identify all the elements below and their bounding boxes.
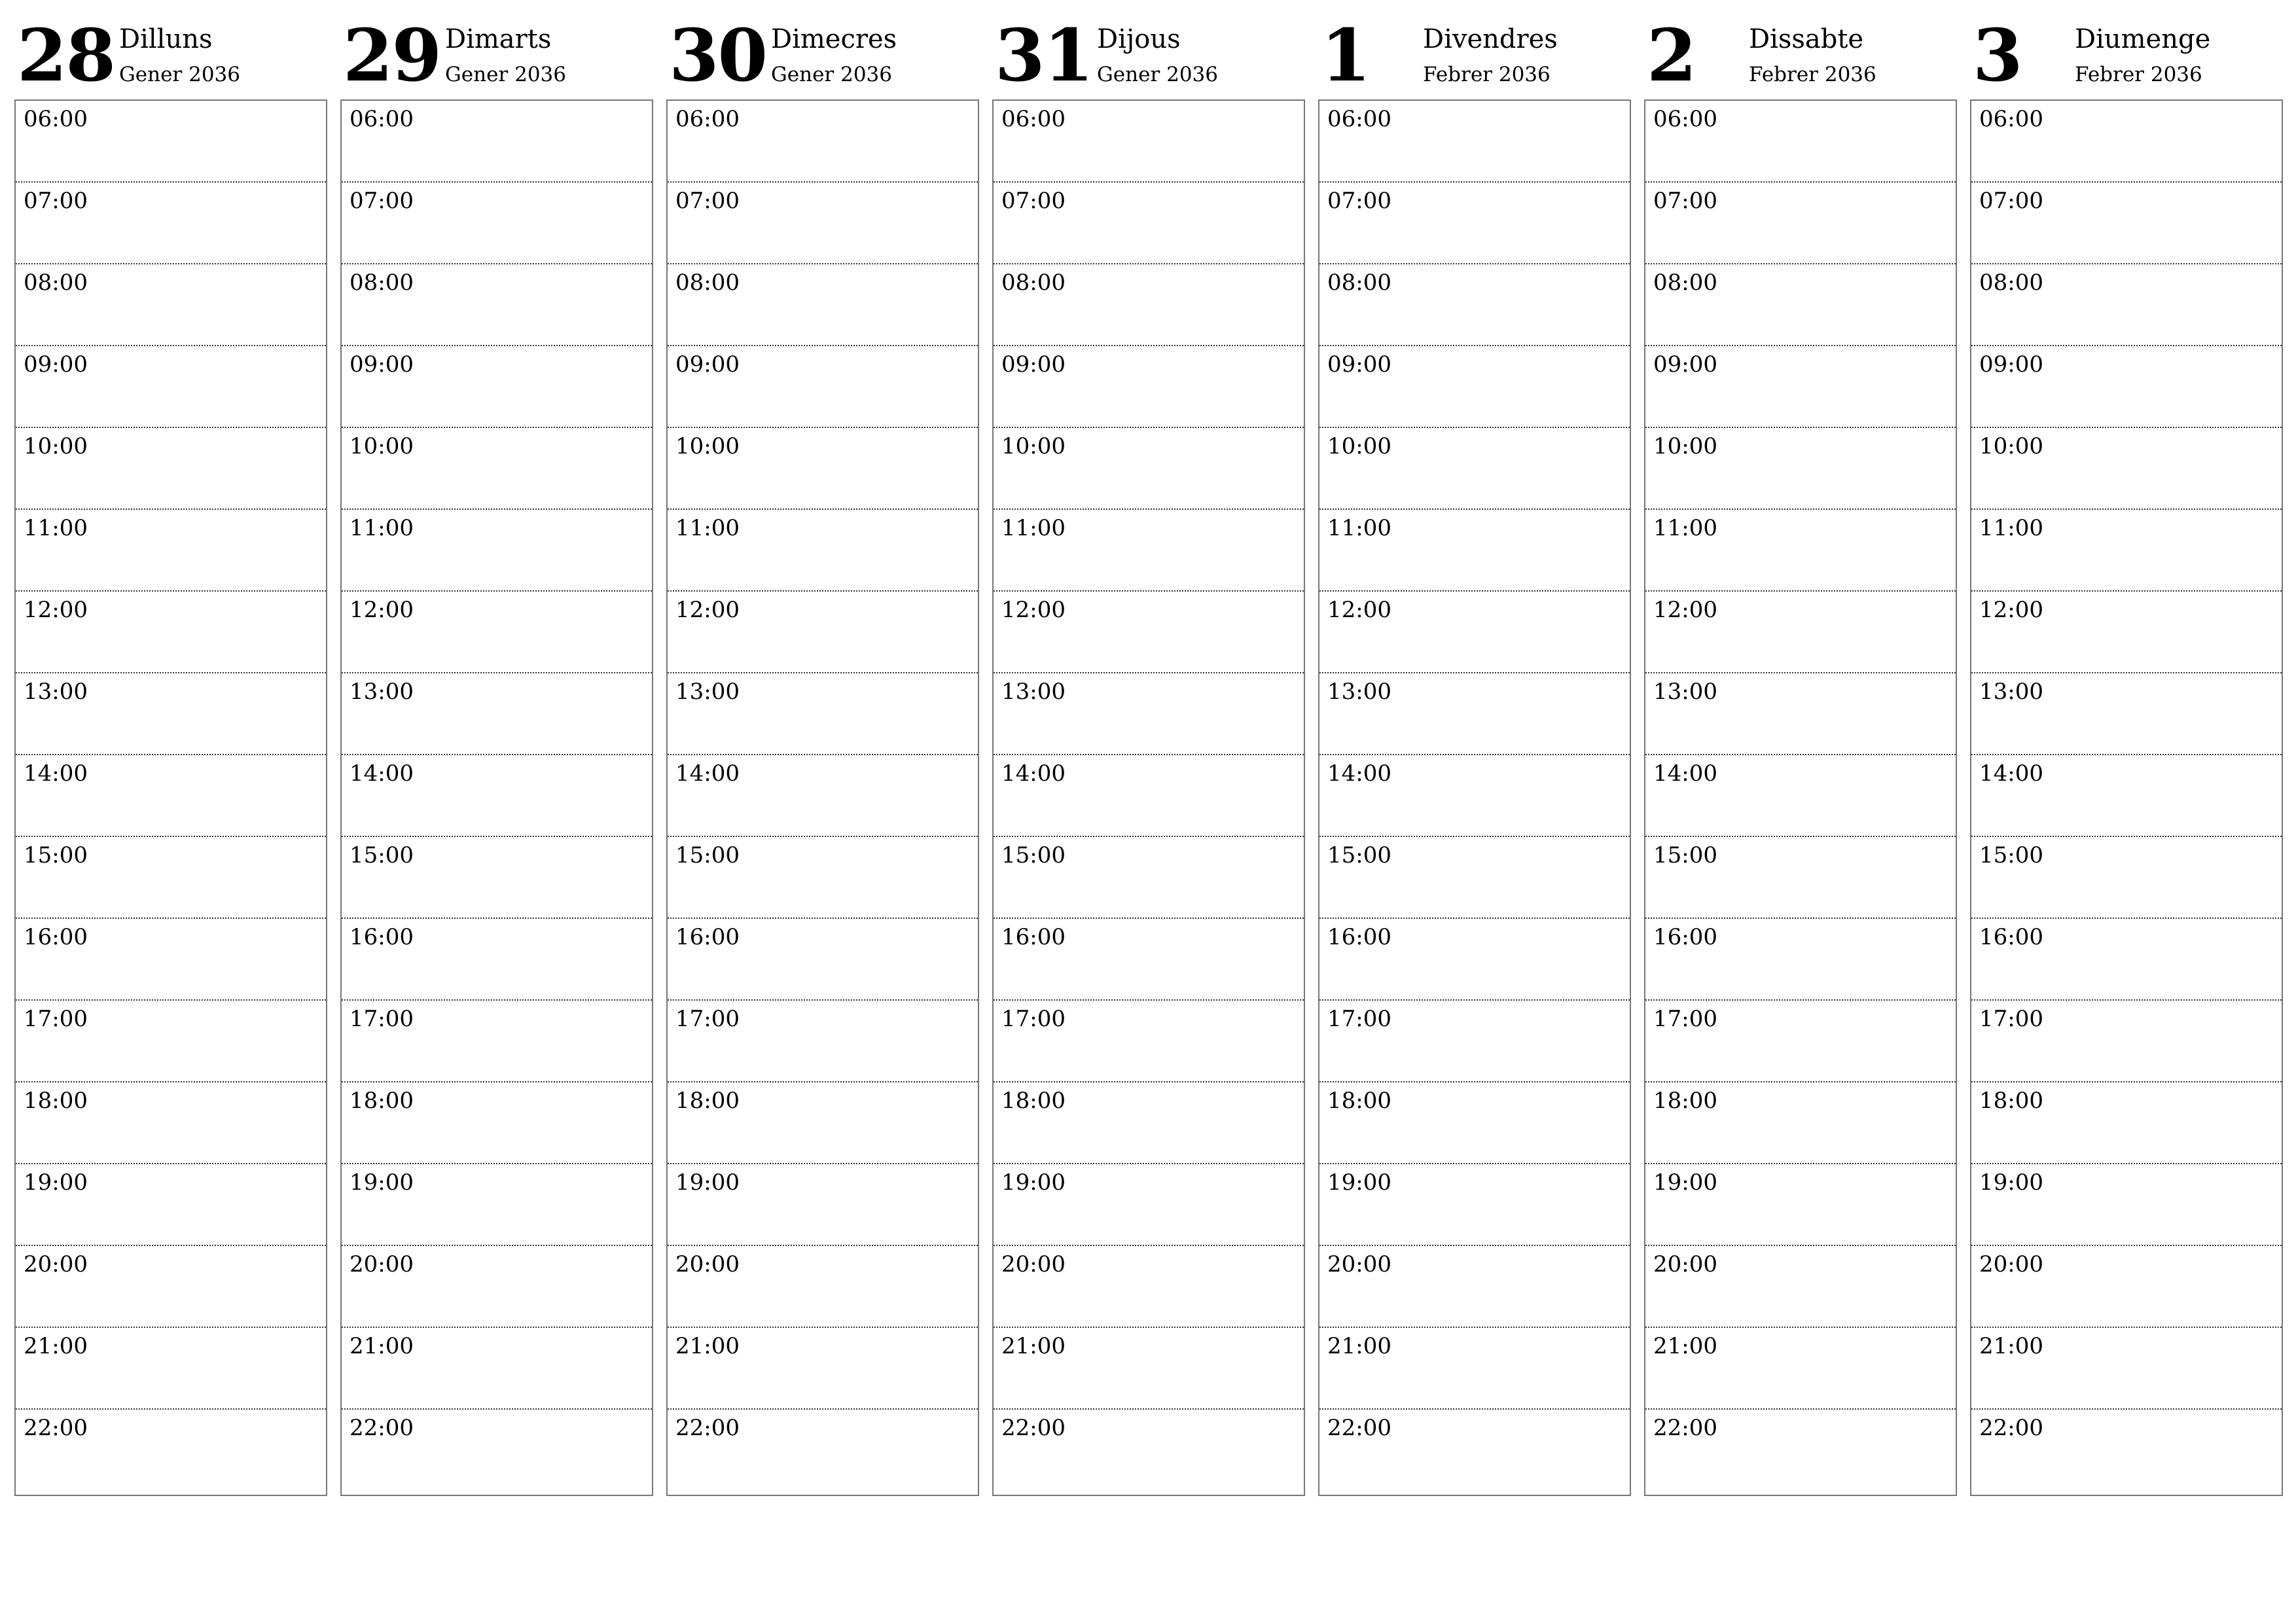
- day-header: [14, 0, 327, 99]
- weekday-name: Dimarts: [445, 24, 552, 54]
- hour-label: 06:00: [1327, 106, 1391, 132]
- day-column: [340, 0, 653, 1441]
- hour-slot[interactable]: [1971, 1328, 2282, 1410]
- hour-label: 09:00: [675, 351, 740, 378]
- hour-slot[interactable]: [16, 1328, 326, 1410]
- hour-label: 08:00: [1001, 270, 1066, 296]
- hour-label: 20:00: [1653, 1251, 1717, 1277]
- hour-label: 20:00: [24, 1251, 88, 1277]
- hour-slot[interactable]: [16, 428, 326, 510]
- hour-slot[interactable]: [1645, 1164, 1956, 1246]
- weekday-name: Dilluns: [119, 24, 213, 54]
- hour-label: 12:00: [1979, 597, 2043, 623]
- day-header: [1970, 0, 2283, 99]
- month-year-label: Febrer 2036: [2075, 63, 2202, 86]
- hour-slot[interactable]: [668, 428, 978, 510]
- hour-slot[interactable]: [342, 673, 652, 755]
- hour-label: 19:00: [1653, 1169, 1717, 1196]
- hour-label: 09:00: [1327, 351, 1391, 378]
- hour-slot[interactable]: [342, 837, 652, 919]
- hour-slot[interactable]: [994, 1001, 1304, 1082]
- hour-label: 18:00: [1979, 1088, 2043, 1114]
- hour-slot[interactable]: [1971, 1082, 2282, 1164]
- hour-label: 10:00: [1001, 433, 1066, 459]
- hour-label: 21:00: [1653, 1333, 1717, 1359]
- hour-label: 08:00: [1653, 270, 1717, 296]
- day-column: [992, 0, 1305, 1441]
- hour-label: 13:00: [350, 679, 414, 705]
- hour-label: 14:00: [1327, 760, 1391, 787]
- hour-label: 19:00: [1979, 1169, 2043, 1196]
- hour-label: 10:00: [675, 433, 740, 459]
- hour-label: 13:00: [675, 679, 740, 705]
- day-column: [1644, 0, 1957, 1441]
- month-year-label: Febrer 2036: [1749, 63, 1876, 86]
- hour-slot[interactable]: [1971, 264, 2282, 346]
- hour-slot[interactable]: [1971, 592, 2282, 673]
- hour-slot[interactable]: [16, 755, 326, 837]
- hour-slot[interactable]: [1971, 919, 2282, 1001]
- weekday-name: Diumenge: [2075, 24, 2211, 54]
- hour-label: 06:00: [1653, 106, 1717, 132]
- hour-label: 18:00: [1653, 1088, 1717, 1114]
- hourly-grid: [1318, 99, 1631, 1496]
- hour-slot[interactable]: [1971, 1410, 2282, 1491]
- day-number: 28: [17, 13, 115, 98]
- hour-slot[interactable]: [16, 1001, 326, 1082]
- hour-slot[interactable]: [16, 183, 326, 264]
- hour-label: 17:00: [1653, 1006, 1717, 1032]
- day-column: [14, 0, 327, 1441]
- hour-label: 10:00: [1327, 433, 1391, 459]
- hour-label: 22:00: [350, 1415, 414, 1441]
- hour-label: 12:00: [1001, 597, 1066, 623]
- hour-slot[interactable]: [1319, 1164, 1630, 1246]
- hour-slot[interactable]: [994, 1082, 1304, 1164]
- hour-slot[interactable]: [16, 592, 326, 673]
- hour-slot[interactable]: [342, 264, 652, 346]
- hour-label: 20:00: [1327, 1251, 1391, 1277]
- hour-label: 19:00: [350, 1169, 414, 1196]
- hour-label: 15:00: [675, 842, 740, 868]
- hour-label: 11:00: [350, 515, 414, 541]
- hour-label: 19:00: [675, 1169, 740, 1196]
- hour-label: 22:00: [1979, 1415, 2043, 1441]
- hour-label: 07:00: [1979, 188, 2043, 214]
- hour-slot[interactable]: [668, 837, 978, 919]
- hour-slot[interactable]: [1319, 755, 1630, 837]
- hour-label: 18:00: [675, 1088, 740, 1114]
- hour-slot[interactable]: [1319, 673, 1630, 755]
- hour-slot[interactable]: [16, 1246, 326, 1328]
- weekday-name: Dissabte: [1749, 24, 1864, 54]
- hour-label: 07:00: [1001, 188, 1066, 214]
- hour-label: 18:00: [1327, 1088, 1391, 1114]
- hour-slot[interactable]: [1319, 1082, 1630, 1164]
- hour-slot[interactable]: [16, 1082, 326, 1164]
- hour-slot[interactable]: [342, 346, 652, 428]
- hour-slot[interactable]: [342, 1246, 652, 1328]
- hour-label: 16:00: [350, 924, 414, 950]
- month-year-label: Gener 2036: [1097, 63, 1218, 86]
- hour-label: 21:00: [1001, 1333, 1066, 1359]
- hour-label: 10:00: [24, 433, 88, 459]
- hour-slot[interactable]: [1319, 101, 1630, 183]
- hour-label: 15:00: [24, 842, 88, 868]
- hour-slot[interactable]: [342, 510, 652, 592]
- hour-label: 21:00: [1327, 1333, 1391, 1359]
- hour-label: 12:00: [1327, 597, 1391, 623]
- hour-label: 07:00: [350, 188, 414, 214]
- hourly-grid: [1644, 99, 1957, 1496]
- hour-slot[interactable]: [1971, 755, 2282, 837]
- hourly-grid: [340, 99, 653, 1496]
- hour-slot[interactable]: [994, 755, 1304, 837]
- hour-slot[interactable]: [994, 919, 1304, 1001]
- month-year-label: Febrer 2036: [1423, 63, 1551, 86]
- hour-slot[interactable]: [342, 919, 652, 1001]
- hour-slot[interactable]: [1645, 264, 1956, 346]
- hour-slot[interactable]: [16, 837, 326, 919]
- day-number: 3: [1973, 13, 2022, 98]
- hour-slot[interactable]: [1645, 510, 1956, 592]
- hour-label: 09:00: [1653, 351, 1717, 378]
- hour-label: 12:00: [675, 597, 740, 623]
- hour-slot[interactable]: [994, 1164, 1304, 1246]
- hour-label: 13:00: [1001, 679, 1066, 705]
- hour-label: 06:00: [1979, 106, 2043, 132]
- hour-slot[interactable]: [1319, 510, 1630, 592]
- hour-label: 17:00: [675, 1006, 740, 1032]
- hour-slot[interactable]: [668, 183, 978, 264]
- hour-slot[interactable]: [668, 1082, 978, 1164]
- hour-slot[interactable]: [16, 264, 326, 346]
- hour-slot[interactable]: [16, 919, 326, 1001]
- hour-slot[interactable]: [668, 1164, 978, 1246]
- hour-slot[interactable]: [1645, 673, 1956, 755]
- hour-slot[interactable]: [994, 837, 1304, 919]
- hour-label: 22:00: [675, 1415, 740, 1441]
- hour-slot[interactable]: [1971, 673, 2282, 755]
- hour-label: 11:00: [1653, 515, 1717, 541]
- hour-label: 20:00: [350, 1251, 414, 1277]
- day-header: [992, 0, 1305, 99]
- hour-label: 09:00: [24, 351, 88, 378]
- hour-label: 20:00: [1001, 1251, 1066, 1277]
- day-column: [666, 0, 979, 1441]
- hour-slot[interactable]: [1319, 346, 1630, 428]
- hour-label: 22:00: [1327, 1415, 1391, 1441]
- hour-label: 17:00: [1327, 1006, 1391, 1032]
- hour-slot[interactable]: [668, 755, 978, 837]
- hour-label: 13:00: [1979, 679, 2043, 705]
- hour-label: 09:00: [1001, 351, 1066, 378]
- hour-slot[interactable]: [668, 264, 978, 346]
- hour-label: 11:00: [675, 515, 740, 541]
- hour-slot[interactable]: [342, 1410, 652, 1491]
- hour-label: 11:00: [1979, 515, 2043, 541]
- hour-label: 14:00: [24, 760, 88, 787]
- hour-label: 06:00: [24, 106, 88, 132]
- hour-label: 16:00: [675, 924, 740, 950]
- hour-slot[interactable]: [1971, 1001, 2282, 1082]
- hour-slot[interactable]: [342, 1164, 652, 1246]
- hour-label: 22:00: [1001, 1415, 1066, 1441]
- hour-label: 06:00: [350, 106, 414, 132]
- day-number: 30: [669, 13, 767, 98]
- hour-label: 07:00: [1653, 188, 1717, 214]
- hour-label: 13:00: [1653, 679, 1717, 705]
- hour-slot[interactable]: [668, 346, 978, 428]
- hour-label: 15:00: [1327, 842, 1391, 868]
- hour-slot[interactable]: [1645, 428, 1956, 510]
- hour-label: 11:00: [1001, 515, 1066, 541]
- hour-label: 10:00: [1653, 433, 1717, 459]
- hour-label: 12:00: [1653, 597, 1717, 623]
- hour-slot[interactable]: [1319, 183, 1630, 264]
- hour-slot[interactable]: [342, 183, 652, 264]
- hour-slot[interactable]: [994, 510, 1304, 592]
- weekday-name: Dijous: [1097, 24, 1181, 54]
- hour-label: 07:00: [1327, 188, 1391, 214]
- hour-label: 11:00: [1327, 515, 1391, 541]
- hour-slot[interactable]: [668, 1328, 978, 1410]
- hour-slot[interactable]: [994, 428, 1304, 510]
- hour-label: 17:00: [1979, 1006, 2043, 1032]
- hour-slot[interactable]: [1645, 1001, 1956, 1082]
- hour-slot[interactable]: [16, 101, 326, 183]
- hour-slot[interactable]: [1971, 183, 2282, 264]
- hour-label: 15:00: [1979, 842, 2043, 868]
- hour-label: 12:00: [24, 597, 88, 623]
- hour-slot[interactable]: [1319, 264, 1630, 346]
- hour-label: 16:00: [1001, 924, 1066, 950]
- hour-slot[interactable]: [1319, 592, 1630, 673]
- hour-label: 07:00: [675, 188, 740, 214]
- month-year-label: Gener 2036: [119, 63, 240, 86]
- hour-label: 13:00: [1327, 679, 1391, 705]
- hour-slot[interactable]: [16, 1164, 326, 1246]
- hour-label: 07:00: [24, 188, 88, 214]
- hour-slot[interactable]: [668, 1410, 978, 1491]
- hour-slot[interactable]: [668, 1246, 978, 1328]
- hour-slot[interactable]: [342, 1001, 652, 1082]
- day-header: [1318, 0, 1631, 99]
- hour-slot[interactable]: [1645, 592, 1956, 673]
- hour-slot[interactable]: [1971, 1164, 2282, 1246]
- hour-slot[interactable]: [1645, 1246, 1956, 1328]
- day-number: 29: [343, 13, 441, 98]
- hour-slot[interactable]: [994, 592, 1304, 673]
- hour-label: 19:00: [1327, 1169, 1391, 1196]
- hour-slot[interactable]: [668, 919, 978, 1001]
- hour-slot[interactable]: [1971, 428, 2282, 510]
- hour-label: 17:00: [1001, 1006, 1066, 1032]
- weekday-name: Dimecres: [771, 24, 897, 54]
- hour-label: 22:00: [1653, 1415, 1717, 1441]
- hour-slot[interactable]: [668, 592, 978, 673]
- hour-slot[interactable]: [1645, 1328, 1956, 1410]
- hour-label: 16:00: [1979, 924, 2043, 950]
- hour-label: 16:00: [24, 924, 88, 950]
- hour-label: 09:00: [1979, 351, 2043, 378]
- hour-label: 18:00: [350, 1088, 414, 1114]
- hour-label: 08:00: [675, 270, 740, 296]
- hour-slot[interactable]: [342, 1082, 652, 1164]
- hour-slot[interactable]: [1645, 1410, 1956, 1491]
- hour-label: 14:00: [675, 760, 740, 787]
- hour-slot[interactable]: [1645, 919, 1956, 1001]
- hour-label: 20:00: [1979, 1251, 2043, 1277]
- hour-label: 18:00: [24, 1088, 88, 1114]
- hourly-grid: [1970, 99, 2283, 1496]
- hour-slot[interactable]: [1645, 346, 1956, 428]
- hour-slot[interactable]: [1645, 101, 1956, 183]
- hour-slot[interactable]: [342, 428, 652, 510]
- hour-slot[interactable]: [1319, 837, 1630, 919]
- hour-slot[interactable]: [994, 101, 1304, 183]
- hour-slot[interactable]: [994, 1328, 1304, 1410]
- hour-label: 13:00: [24, 679, 88, 705]
- hour-label: 15:00: [1653, 842, 1717, 868]
- hour-slot[interactable]: [668, 510, 978, 592]
- day-column: [1970, 0, 2283, 1441]
- hour-slot[interactable]: [1645, 1082, 1956, 1164]
- hour-label: 08:00: [350, 270, 414, 296]
- hour-label: 16:00: [1327, 924, 1391, 950]
- hour-label: 10:00: [1979, 433, 2043, 459]
- hour-slot[interactable]: [994, 264, 1304, 346]
- hour-label: 08:00: [24, 270, 88, 296]
- month-year-label: Gener 2036: [445, 63, 566, 86]
- hour-label: 12:00: [350, 597, 414, 623]
- day-number: 2: [1647, 13, 1696, 98]
- hour-slot[interactable]: [1971, 346, 2282, 428]
- hour-slot[interactable]: [1319, 1001, 1630, 1082]
- hour-label: 19:00: [1001, 1169, 1066, 1196]
- hour-slot[interactable]: [1971, 837, 2282, 919]
- hour-label: 14:00: [1979, 760, 2043, 787]
- day-header: [1644, 0, 1957, 99]
- hour-label: 21:00: [24, 1333, 88, 1359]
- hour-slot[interactable]: [342, 592, 652, 673]
- hour-slot[interactable]: [1319, 428, 1630, 510]
- hour-label: 21:00: [1979, 1333, 2043, 1359]
- hour-label: 15:00: [350, 842, 414, 868]
- hour-slot[interactable]: [994, 1246, 1304, 1328]
- hour-slot[interactable]: [1319, 919, 1630, 1001]
- hour-slot[interactable]: [994, 183, 1304, 264]
- hour-slot[interactable]: [1645, 183, 1956, 264]
- hour-label: 19:00: [24, 1169, 88, 1196]
- hour-slot[interactable]: [1645, 837, 1956, 919]
- hour-slot[interactable]: [668, 1001, 978, 1082]
- hour-slot[interactable]: [668, 101, 978, 183]
- hour-label: 14:00: [1001, 760, 1066, 787]
- month-year-label: Gener 2036: [771, 63, 892, 86]
- day-number: 1: [1321, 13, 1370, 98]
- day-column: [1318, 0, 1631, 1441]
- hour-slot[interactable]: [1319, 1246, 1630, 1328]
- hour-slot[interactable]: [668, 673, 978, 755]
- hourly-grid: [14, 99, 327, 1496]
- hour-slot[interactable]: [342, 101, 652, 183]
- hour-label: 21:00: [350, 1333, 414, 1359]
- hour-label: 10:00: [350, 433, 414, 459]
- hour-slot[interactable]: [16, 673, 326, 755]
- hour-label: 15:00: [1001, 842, 1066, 868]
- hour-label: 16:00: [1653, 924, 1717, 950]
- hour-label: 22:00: [24, 1415, 88, 1441]
- hour-label: 17:00: [24, 1006, 88, 1032]
- hour-label: 09:00: [350, 351, 414, 378]
- weekday-name: Divendres: [1423, 24, 1558, 54]
- hour-slot[interactable]: [1971, 101, 2282, 183]
- hourly-grid: [992, 99, 1305, 1496]
- hour-label: 21:00: [675, 1333, 740, 1359]
- hour-slot[interactable]: [994, 346, 1304, 428]
- hour-slot[interactable]: [994, 673, 1304, 755]
- hour-slot[interactable]: [1971, 1246, 2282, 1328]
- hour-slot[interactable]: [16, 1410, 326, 1491]
- day-header: [666, 0, 979, 99]
- hour-label: 14:00: [350, 760, 414, 787]
- hour-label: 08:00: [1327, 270, 1391, 296]
- hour-label: 14:00: [1653, 760, 1717, 787]
- hour-label: 17:00: [350, 1006, 414, 1032]
- hour-slot[interactable]: [16, 346, 326, 428]
- hour-label: 20:00: [675, 1251, 740, 1277]
- day-header: [340, 0, 653, 99]
- hour-slot[interactable]: [342, 1328, 652, 1410]
- hour-slot[interactable]: [994, 1410, 1304, 1491]
- hour-label: 06:00: [675, 106, 740, 132]
- day-number: 31: [995, 13, 1093, 98]
- hour-label: 06:00: [1001, 106, 1066, 132]
- hour-label: 18:00: [1001, 1088, 1066, 1114]
- hour-slot[interactable]: [1645, 755, 1956, 837]
- hour-label: 11:00: [24, 515, 88, 541]
- hour-slot[interactable]: [1971, 510, 2282, 592]
- hour-label: 08:00: [1979, 270, 2043, 296]
- hourly-grid: [666, 99, 979, 1496]
- hour-slot[interactable]: [1319, 1328, 1630, 1410]
- hour-slot[interactable]: [342, 755, 652, 837]
- hour-slot[interactable]: [16, 510, 326, 592]
- hour-slot[interactable]: [1319, 1410, 1630, 1491]
